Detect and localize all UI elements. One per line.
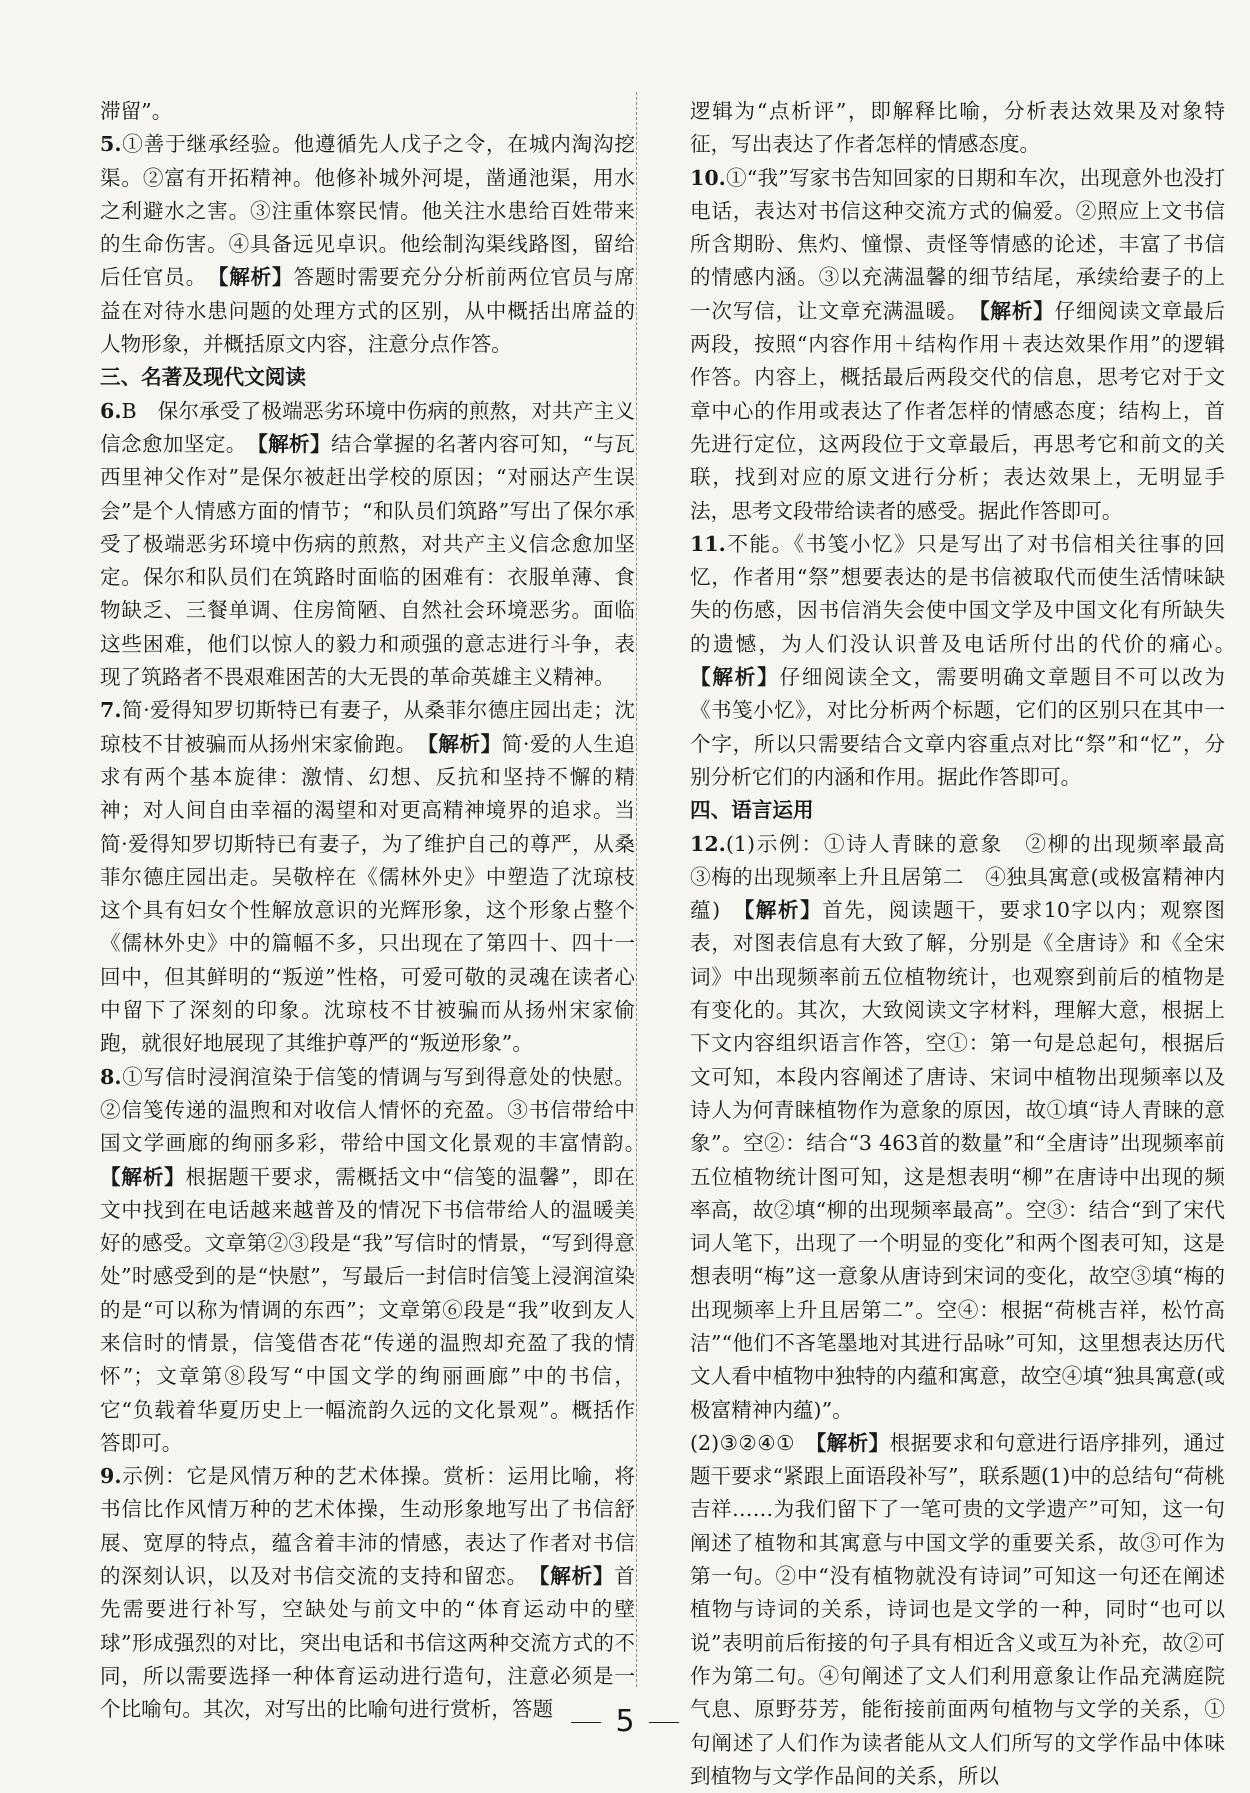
analysis-tag: 【 解析 】 xyxy=(257,432,331,456)
analysis-tag: 【 解析 】 xyxy=(428,732,502,756)
answer-text: (2)③②④① xyxy=(690,1430,795,1455)
analysis-text: 首先需要进行补写，空缺处与前文中的“体育运动中的壁球”形成强烈的对比，突出电话和书信这两种交流方式的不同，所以需要选择一种体育运动进行造句，注意必须是一个比喻句。其次，对写出的比喻句进行赏析，答题 xyxy=(100,1564,636,1722)
answer-item xyxy=(100,1061,635,1461)
answer-text: ①写信时浸润渲染于信笺的情调与写到得意处的快慰。②信笺传递的温煦和对收信人情怀的充盈。③书信带给中国文学画廊的绚丽多彩，带给中国文化景观的丰富情韵。 xyxy=(100,1064,635,1156)
analysis-text: 简·爱的人生追求有两个基本旋律：激情、幻想、反抗和坚持不懈的精神；对人间自由幸福的渴望和对更高精神境界的追求。当简·爱得知罗切斯特已有妻子，为了维护自己的尊严，从桑菲尔德庄园出走。吴敬梓在《儒林外史》中塑造了沈琼枝这个具有妇女个性解放意识的光辉形象，这个形象占整个《儒林外史》中的篇幅不多，只出现在了第四十、四十一回中，但其鲜明的“叛逆”性格，可爱可敬的灵魂在读者心中留下了深刻的印象。沈琼枝不甘被骗而从扬州宋家偷跑，就很好地展现了其维护尊严的“叛逆形象”。 xyxy=(100,731,636,1056)
answer-text: 示例：它是风情万种的艺术体操。赏析：运用比喻，将书信比作风情万种的艺术体操，生动形象地写出了书信舒展、宽厚的特点，蕴含着丰沛的情感，表达了作者对书信的深刻认识，以及对书信交流的支持和留恋。 xyxy=(100,1464,635,1589)
footer-dash-right xyxy=(649,1722,679,1723)
question-number: 6. xyxy=(100,398,122,423)
column-divider xyxy=(636,92,637,1687)
answer-item xyxy=(690,528,1225,794)
answer-item xyxy=(100,395,635,695)
page-number: 5 xyxy=(615,1704,635,1739)
analysis-tag: 【 解析 】 xyxy=(744,898,822,922)
analysis-tag: 【 解析 】 xyxy=(539,1564,614,1588)
answer-text: ①“我”写家书告知回家的日期和车次，出现意外也没打电话，表达对书信这种交流方式的偏爱。②照应上文书信所含期盼、焦灼、憧憬、责怪等情感的论述，丰富了书信的情感内涵。③以充满温馨的细节结尾，承续给妻子的上一次写信，让文章充满温暖。 xyxy=(690,165,1225,323)
analysis-tag: 【 解析 】 xyxy=(816,1431,890,1455)
answer-item xyxy=(100,694,635,1060)
question-number: 11. xyxy=(690,531,726,556)
answer-text: ①善于继承经验。他遵循先人戊子之令，在城内淘沟挖渠。②富有开拓精神。他修补城外河堤，凿通池渠，用水之利避水之害。③注重体察民情。他关注水患给百姓带来的生命伤害。④具备远见卓识。他绘制沟渠线路图，留给后任官员。 xyxy=(100,132,635,290)
analysis-text: 根据要求和句意进行语序排列，通过题干要求“紧跟上面语段补写”，联系题(1)中的总结句“荷桃吉祥……为我们留下了一笔可贵的文学遗产”可知，这一句阐述了植物和其寓意与中国文学的重要关系，故③可作为第一句。②中“没有植物就没有诗词”可知这一句还在阐述植物与诗词的关系，诗词也是文学的一种，同时“也可以说”表明前后衔接的句子具有相近含义或互为补充，故②可作为第二句。④句阐述了文人们利用意象让作品充满庭院气息、原野芬芳，能衔接前面两句植物与文学的关系，①句阐述了人们作为读者能从文人们所写的文学作品中体味到植物与文学作品间的关系，所以 xyxy=(690,1430,1226,1788)
answer-text: 简·爱得知罗切斯特已有妻子，从桑菲尔德庄园出走；沈琼枝不甘被骗而从扬州宋家偷跑。 xyxy=(100,698,635,756)
analysis-tag: 【 解析 】 xyxy=(690,665,779,689)
question-number: 10. xyxy=(690,165,726,190)
question-number: 8. xyxy=(100,1064,122,1089)
analysis-tag: 【 解析 】 xyxy=(218,265,293,289)
analysis-text: 答题时需要充分分析前两位官员与席益在对待水患问题的处理方式的区别，从中概括出席益的人物形象，并概括原文内容，注意分点作答。 xyxy=(100,265,636,357)
answer-item xyxy=(100,128,635,361)
analysis-tag: 【 解析 】 xyxy=(100,1165,186,1189)
continued-text: 逻辑为“点析评”，即解释比喻，分析表达效果及对象特征，写出表达了作者怎样的情感态度。 xyxy=(690,99,1225,157)
analysis-text: 结合掌握的名著内容可知，“与瓦西里神父作对”是保尔被赶出学校的原因；“对丽达产生误会”是个人情感方面的情节；“和队员们筑路”写出了保尔承受了极端恶劣环境中伤病的煎熬，对共产主义信念愈加坚定。保尔和队员们在筑路时面临的困难有：衣服单薄、食物缺乏、三餐单调、住房简陋、自然社会环境恶劣。面临这些困难，他们以惊人的毅力和顽强的意志进行斗争，表现了筑路者不畏艰难困苦的大无畏的革命英雄主义精神。 xyxy=(100,431,636,690)
question-number: 12. xyxy=(690,831,726,856)
analysis-tag: 【 解析 】 xyxy=(979,299,1054,323)
right-column xyxy=(690,95,1246,1793)
analysis-text: 根据题干要求，需概括文中“信笺的温馨”，即在文中找到在电话越来越普及的情况下书信带给人的温暖美好的感受。文章第②③段是“我”写信时的情景，“写到得意处”时感受到的是“快慰”，写最后一封信时信笺上浸润渲染的是“可以称为情调的东西”；文章第⑥段是“我”收到友人来信时的情景，信笺借杏花“传递的温煦却充盈了我的情怀”；文章第⑧段写“中国文学的绚丽画廊”中的书信，它“负载着华夏历史上一幅流韵久远的文化景观”。概括作答即可。 xyxy=(100,1164,636,1455)
answer-item xyxy=(690,828,1246,1427)
question-number: 7. xyxy=(100,698,122,723)
left-column xyxy=(100,95,635,1727)
continued-text: 滞留”。 xyxy=(100,99,173,123)
answer-item xyxy=(690,162,1225,528)
section-heading: 三、名著及现代文阅读 xyxy=(100,365,306,390)
question-number: 5. xyxy=(100,132,122,157)
answer-text: (1)示例：①诗人青睐的意象 ②柳的出现频率最高 ③梅的出现频率上升且居第二 ④独具寓意(或极富精神内蕴) xyxy=(690,831,1246,923)
analysis-text: 仔细阅读全文，需要明确文章题目不可以改为《书笺小忆》，对比分析两个标题，它们的区别只在其中一个字，所以只需要结合文章内容重点对比“祭”和“忆”，分别分析它们的内涵和作用。据此作答即可。 xyxy=(690,665,1226,789)
answer-text: B 保尔承受了极端恶劣环境中伤病的煎熬，对共产主义信念愈加坚定。 xyxy=(100,398,635,456)
footer-dash-left xyxy=(571,1722,601,1723)
page-footer xyxy=(0,1704,1250,1740)
section-heading: 四、语言运用 xyxy=(690,798,814,823)
analysis-text: 首先，阅读题干，要求10字以内；观察图表，对图表信息有大致了解，分别是《全唐诗》和《全宋词》中出现频率前五位植物统计，也观察到前后的植物是有变化的。其次，大致阅读文字材料，理解大意，根据上下文内容组织语言作答，空①：第一句是总起句，根据后文可知，本段内容阐述了唐诗、宋词中植物出现频率以及诗人为何青睐植物作为意象的原因，故①填“诗人青睐的意象”。空②：结合“3 463首的数量”和“全唐诗”出现频率前五位植物统计图可知，这是想表明“柳”在唐诗中出现的频率高，故②填“柳的出现频率最高”。空③：结合“到了宋代词人笔下，出现了一个明显的变化”和两个图表可知，这是想表明“梅”这一意象从唐诗到宋词的变化，故空③填“梅的出现频率上升且居第二”。空④：根据“荷桃吉祥，松竹高洁”“他们不吝笔墨地对其进行品咏”可知，这里想表达历代文人看中植物中独特的内蕴和寓意，故空④填“独具寓意(或极富精神内蕴)”。 xyxy=(690,898,1226,1422)
question-number: 9. xyxy=(100,1464,122,1489)
answer-text: 不能。《书笺小忆》只是写出了对书信相关往事的回忆，作者用“祭”想要表达的是书信被取代而使生活情味缺失的伤感，因书信消失会使中国文学及中国文化有所缺失的遗憾，为人们没认识普及电话所付出的代价的痛心。 xyxy=(690,531,1225,656)
answer-item xyxy=(100,1460,635,1726)
analysis-text: 仔细阅读文章最后两段，按照“内容作用＋结构作用＋表达效果作用”的逻辑作答。内容上，概括最后两段交代的信息，思考它对于文章中心的作用或表达了作者怎样的情感态度；结构上，首先进行定位，这两段位于文章最后，再思考它和前文的关联，找到对应的原文进行分析；表达效果上，无明显手法，思考文段带给读者的感受。据此作答即可。 xyxy=(690,298,1226,523)
